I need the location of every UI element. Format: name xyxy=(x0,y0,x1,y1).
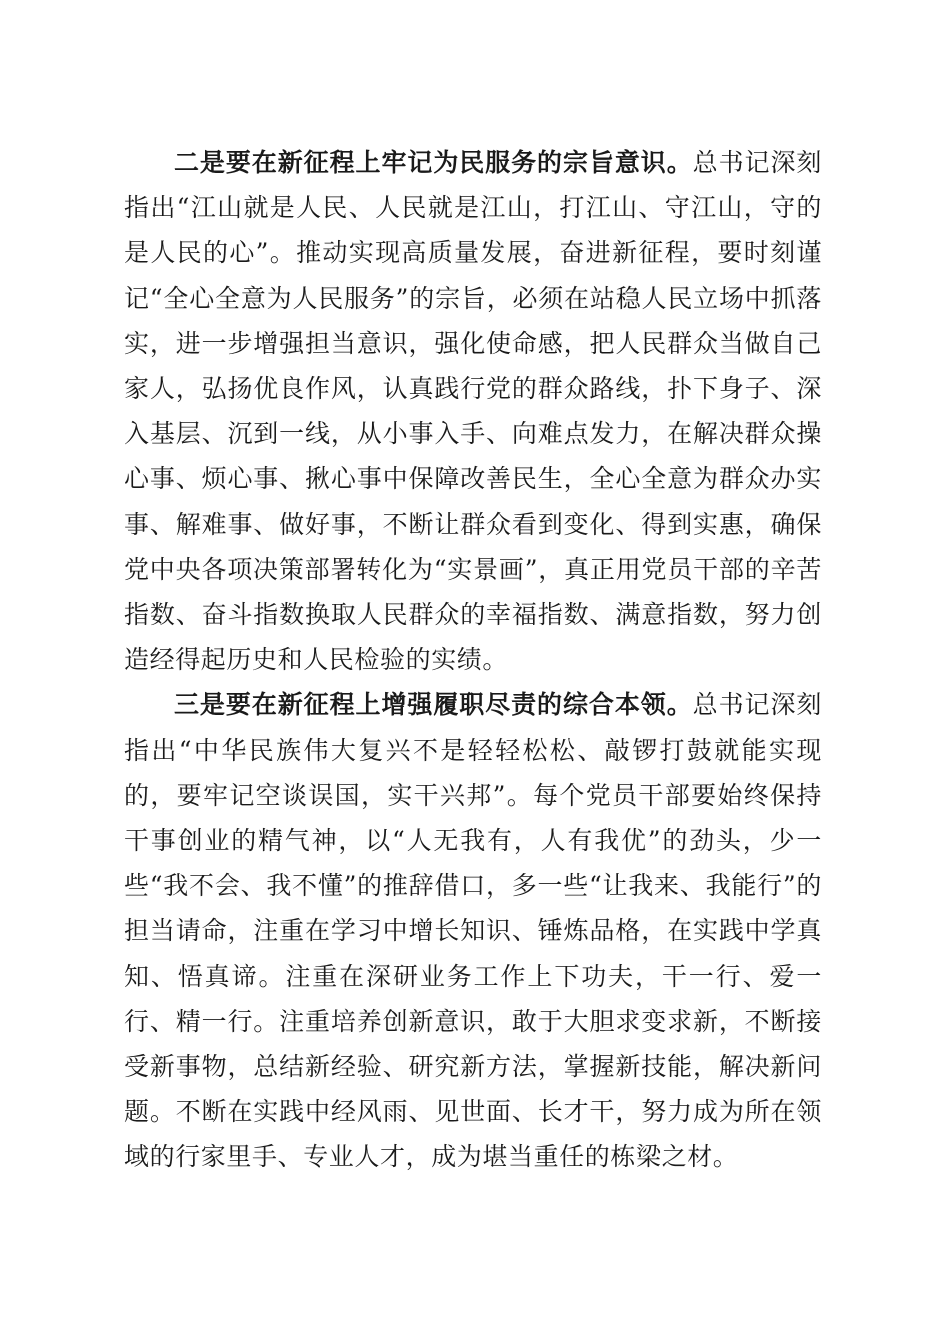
paragraph-lead: 二是要在新征程上牢记为民服务的宗旨意识。 xyxy=(174,148,693,177)
paragraph-lead: 三是要在新征程上增强履职尽责的综合本领。 xyxy=(174,690,693,720)
paragraph-text: 总书记深刻指出“江山就是人民、人民就是江山，打江山、守江山，守的是人民的心”。推动实现高质量发展，奋进新征程，要时刻谨记“全心全意为人民服务”的宗旨，必须在站稳人民立场中抓落实，进一步增强担当意识，强化使命感，把人民群众当做自己家人，弘扬优良作风，认真践行党的群众路线，扑下身子、深入基层、沉到一线，从小事入手、向难点发力，在解决群众操心事、烦心事、揪心事中保障改善民生，全心全意为群众办实事、解难事、做好事，不断让群众看到变化、得到实惠，确保党中央各项决策部署转化为“实景画”，真正用党员干部的辛苦指数、奋斗指数换取人民群众的幸福指数、满意指数，努力创造经得起历史和人民检验的实绩。 xyxy=(124,148,822,675)
paragraph-duty-capability xyxy=(124,682,822,1179)
paragraph-service-purpose xyxy=(124,140,822,682)
paragraph-text: 总书记深刻指出“中华民族伟大复兴不是轻轻松松、敲锣打鼓就能实现的，要牢记空谈误国，实干兴邦”。每个党员干部要始终保持干事创业的精气神，以“人无我有，人有我优”的劲头，少一些“我不会、我不懂”的推辞借口，多一些“让我来、我能行”的担当请命，注重在学习中增长知识、锤炼品格，在实践中学真知、悟真谛。注重在深研业务工作上下功夫，干一行、爱一行、精一行。注重培养创新意识，敢于大胆求变求新，不断接受新事物，总结新经验、研究新方法，掌握新技能，解决新问题。不断在实践中经风雨、见世面、长才干，努力成为所在领域的行家里手、专业人才，成为堪当重任的栋梁之材。 xyxy=(124,690,822,1172)
document-body xyxy=(124,140,822,1180)
